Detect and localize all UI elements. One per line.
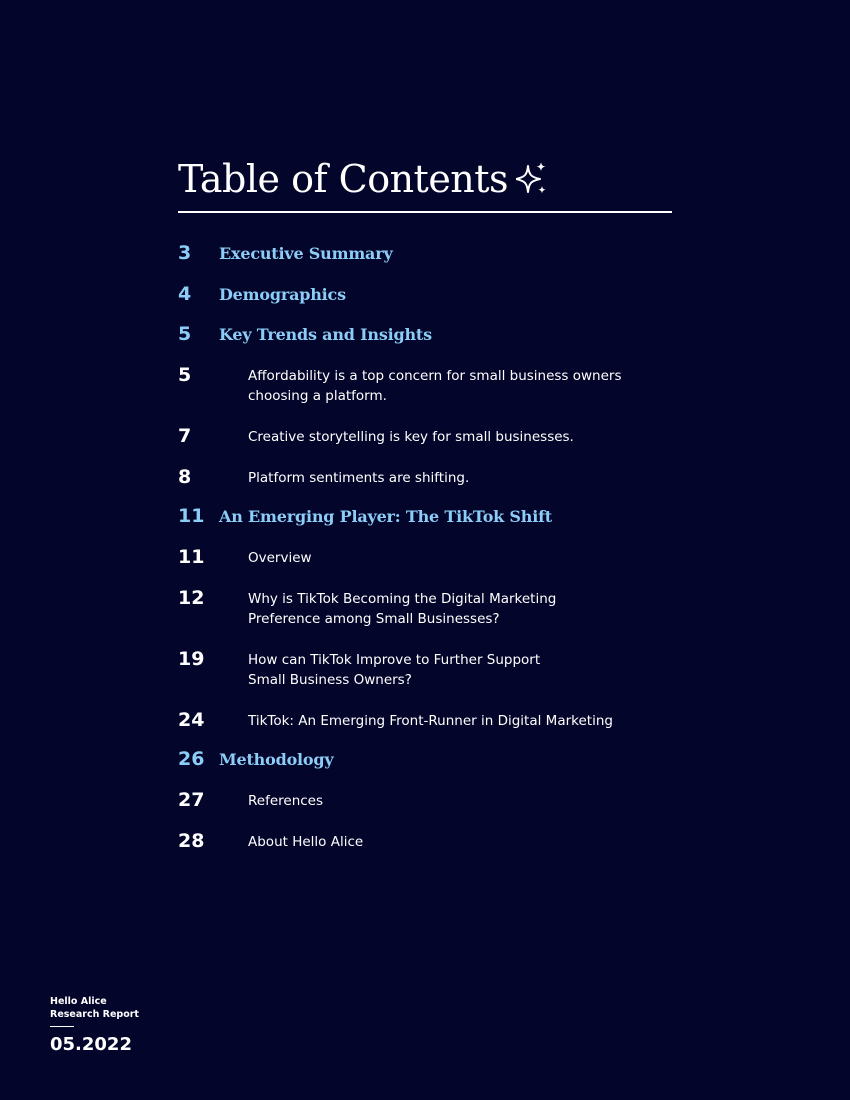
toc-entry-label: Platform sentiments are shifting. <box>248 470 470 486</box>
toc-entry-label: About Hello Alice <box>248 834 364 850</box>
footer-brand-line2: Research Report <box>50 1009 139 1020</box>
toc-entry-label: An Emerging Player: The TikTok Shift <box>219 507 552 526</box>
title-divider <box>178 211 672 213</box>
toc-entry-label: References <box>248 793 324 809</box>
toc-page-number: 3 <box>178 242 192 264</box>
toc-page-number: 11 <box>178 505 205 527</box>
toc-page-number: 8 <box>178 466 192 488</box>
toc-page-number: 12 <box>178 587 205 609</box>
toc-page-number: 5 <box>178 364 192 386</box>
toc-entry-label: Overview <box>248 550 312 566</box>
toc-entry-label: Creative storytelling is key for small businesses. <box>248 429 574 445</box>
toc-entry-label: How can TikTok Improve to Further Support Small Business Owners? <box>248 652 541 688</box>
footer <box>50 995 139 1056</box>
toc-entry-label: TikTok: An Emerging Front-Runner in Digital Marketing <box>248 713 613 729</box>
title-row <box>178 152 672 206</box>
toc-entry-label: Methodology <box>219 750 334 769</box>
toc-page-number: 19 <box>178 648 205 670</box>
toc-page-number: 27 <box>178 789 205 811</box>
toc-header <box>178 152 672 206</box>
sparkle-icon <box>516 162 548 196</box>
toc-page-number: 5 <box>178 323 192 345</box>
toc-page-number: 4 <box>178 283 192 305</box>
toc-page-number: 24 <box>178 709 205 731</box>
toc-page-number: 11 <box>178 546 205 568</box>
toc-page-number: 26 <box>178 748 205 770</box>
footer-brand-line1: Hello Alice <box>50 996 107 1007</box>
toc-page-number: 28 <box>178 830 205 852</box>
footer-divider <box>50 1026 74 1027</box>
toc-entry-label: Affordability is a top concern for small business owners choosing a platform. <box>248 368 622 404</box>
toc-entry-label: Executive Summary <box>219 244 393 263</box>
toc-entry-label: Demographics <box>219 285 346 304</box>
footer-date: 05.2022 <box>50 1034 132 1055</box>
toc-page-number: 7 <box>178 425 192 447</box>
page-title: Table of Contents <box>178 157 509 201</box>
toc-entry-label: Key Trends and Insights <box>219 325 432 344</box>
toc-entry-label: Why is TikTok Becoming the Digital Marketing Preference among Small Businesses? <box>248 591 557 627</box>
